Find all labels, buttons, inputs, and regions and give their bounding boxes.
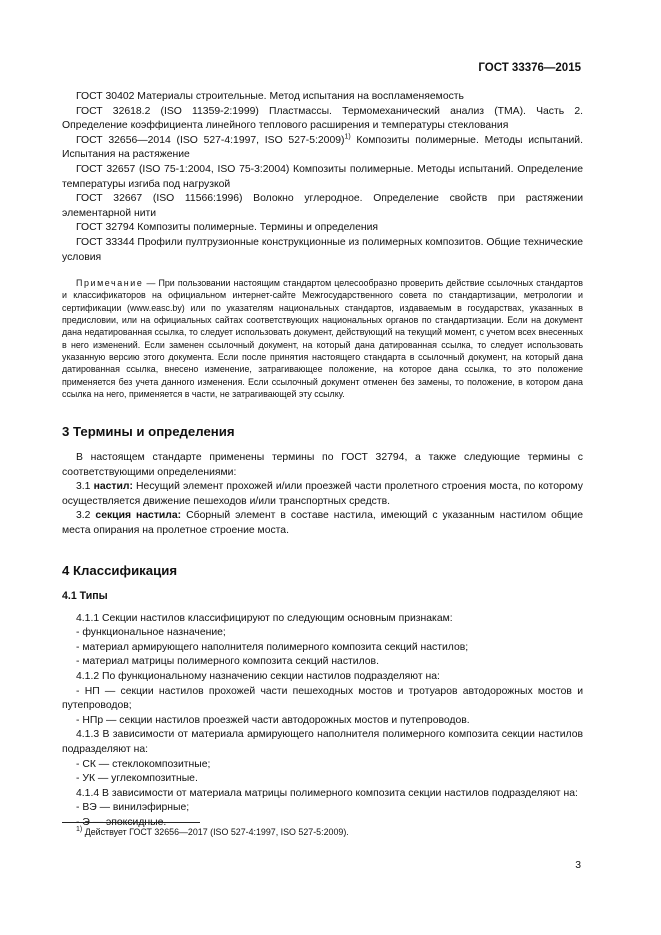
term-number: 3.1 — [76, 481, 94, 493]
reference-item: ГОСТ 32794 Композиты полимерные. Термины и определения — [76, 222, 379, 234]
paragraph: 4.1.4 В зависимости от материала матрицы полимерного композита секции настилов подразделяют на: — [76, 787, 578, 799]
footnote-text: Действует ГОСТ 32656—2017 (ISO 527-4:1997, ISO 527-5:2009). — [82, 827, 349, 837]
term-definition — [62, 480, 583, 509]
term-name: настил: — [93, 481, 133, 493]
section-heading: 4 Классификация — [62, 562, 178, 578]
footnote-marker: 1) — [76, 826, 83, 834]
list-item: - материал армирующего наполнителя полимерного композита секций настилов; — [76, 641, 469, 653]
paragraph: 4.1.1 Секции настилов классифицируют по следующим основным признакам: — [76, 612, 453, 624]
paragraph: В настоящем стандарте применены термины по ГОСТ 32794, а также следующие термины с соответствующими определениями: — [62, 452, 583, 478]
subsection-heading: 4.1 Типы — [62, 589, 108, 602]
list-item: - ВЭ — винилэфирные; — [76, 802, 190, 814]
term-number: 3.2 — [76, 510, 96, 522]
list-item: - функциональное назначение; — [76, 627, 226, 639]
reference-text: Композиты полимерные. Методы испытаний. Испытания на растяжение — [62, 134, 583, 161]
paragraph: 4.1.3 В зависимости от материала армирующего наполнителя полимерного композита секции настилов подразделяют на: — [62, 729, 583, 755]
list-item: - НП — секции настилов прохожей части пешеходных мостов и тротуаров автодорожных мостов и путепроводов; — [62, 685, 583, 712]
note-text: — При пользовании настоящим стандартом целесообразно проверить действие ссылочных стандартов и классификаторов на официальном интернет-сайте Межгосударственного совета по стандартизации, метрологии и сертификации (www.easc.by) или по указателям национальных стандартов, издаваемым в государствах, указанных в предисловии, или на официальных сайтах соответствующих национальных органов по стандартизации. Если на документ дана недатированная ссылка, то следует использовать документ, действующий на текущий момент, с учетом всех внесенных в него изменений. Если заменен ссылочный документ, на который дана датированная ссылка, то следует использовать указанную версию этого документа. Если после принятия настоящего стандарта в ссылочный документ, на который дана датированная ссылка, внесено изменение, затрагивающее положение, на которое дана ссылка, то это положение применяется без учета данного изменения. Если ссылочный документ отменен без замены, то положение, в котором дана ссылка на него, применяется в части, не затрагивающей эту ссылку. — [62, 278, 583, 399]
list-item: - УК — углекомпозитные. — [76, 773, 198, 785]
note-label: Примечание — [76, 278, 144, 289]
list-item: - НПр — секции настилов проезжей части автодорожных мостов и путепроводов. — [76, 714, 470, 726]
term-text: Сборный элемент в составе настила, имеющий с указанным настилом общие места опирания на пролетное строение моста. — [62, 510, 583, 537]
list-item: - Э — эпоксидные. — [76, 816, 167, 828]
footnote-divider — [62, 822, 200, 823]
reference-text: ГОСТ 32656—2014 (ISO 527-4:1997, ISO 527-5:2009) — [76, 134, 345, 146]
reference-item: ГОСТ 32618.2 (ISO 11359-2:1999) Пластмассы. Термомеханический анализ (ТМА). Часть 2. Определение коэффициента линейного теплового расширения и температуры стеклования — [62, 105, 583, 132]
reference-item: ГОСТ 32667 (ISO 11566:1996) Волокно углеродное. Определение свойств при растяжении элементарной нити — [62, 193, 583, 219]
term-text: Несущий элемент прохожей и/или проезжей части пролетного строения моста, по которому осуществляется движение пешеходов и/или транспортных средств. — [62, 481, 583, 507]
section-heading: 3 Термины и определения — [62, 424, 235, 440]
term-name: секция настила: — [95, 510, 182, 522]
page-number: 3 — [575, 860, 581, 871]
note-paragraph — [62, 277, 583, 400]
list-item: - материал матрицы полимерного композита секций настилов. — [76, 656, 379, 668]
reference-item: ГОСТ 32657 (ISO 75-1:2004, ISO 75-3:2004) Композиты полимерные. Методы испытаний. Определение температуры изгиба под нагрузкой — [62, 163, 583, 190]
footnote — [62, 826, 583, 838]
list-item: - СК — стеклокомпозитные; — [76, 758, 211, 770]
reference-item: ГОСТ 33344 Профили пултрузионные конструкционные из полимерных композитов. Общие технические условия — [62, 236, 583, 263]
reference-item — [62, 134, 583, 163]
reference-item: ГОСТ 30402 Материалы строительные. Метод испытания на воспламеняемость — [76, 91, 464, 102]
footnote-marker: 1) — [344, 133, 351, 141]
term-definition — [62, 509, 583, 538]
document-header: ГОСТ 33376—2015 — [478, 62, 581, 74]
paragraph: 4.1.2 По функциональному назначению секции настилов подразделяют на: — [76, 671, 440, 683]
